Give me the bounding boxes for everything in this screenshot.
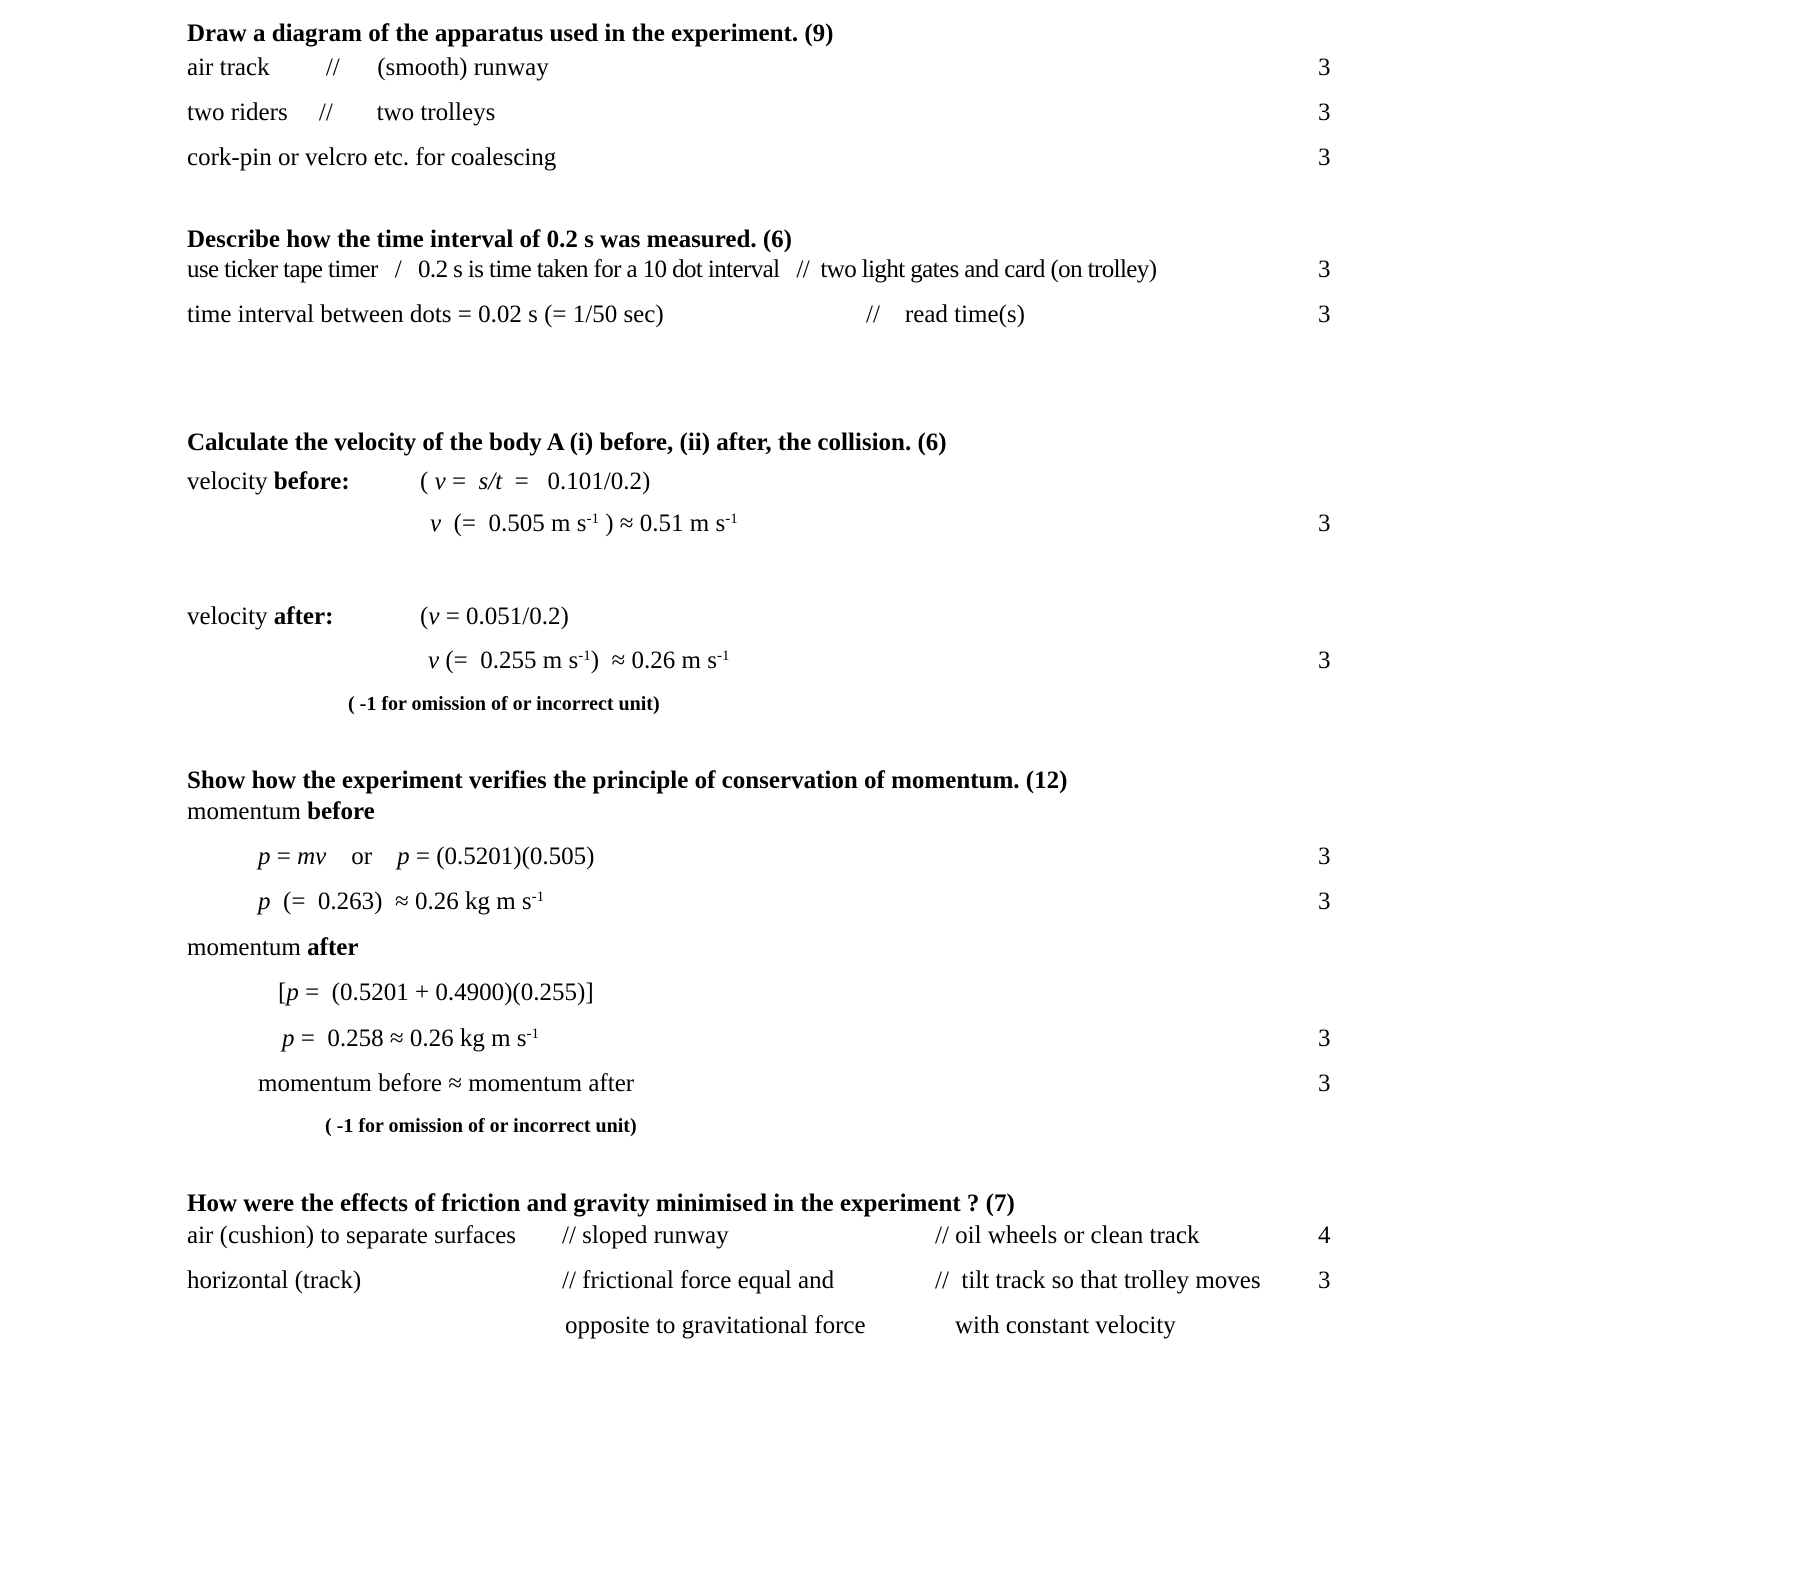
label-bold: before: [273,468,350,495]
q2-point-time-interval-mark: 3 [1318,301,1331,328]
q1-point-two-riders: two riders // two trolleys [187,99,496,126]
superscript: -1 [725,511,738,527]
velocity-before-mark: 3 [1318,510,1331,537]
q5-row1-col1: air (cushion) to separate surfaces [187,1222,517,1249]
q4-unit-penalty-note: ( -1 for omission of or incorrect unit) [325,1115,637,1137]
q1-point-two-riders-mark: 3 [1318,99,1331,126]
label-bold: after [307,934,359,961]
var-s-over-t: s/t [478,468,503,495]
var-v: v [434,468,446,495]
text: (= 0.263) ≈ 0.26 kg m s [270,888,532,915]
momentum-after-formula [278,977,594,1008]
momentum-after-result-mark: 3 [1318,1025,1331,1052]
var-mv: mv [297,843,327,870]
velocity-before-result [430,508,738,539]
q4-heading: Show how the experiment verifies the principle of conservation of momentum. (12) [187,767,1068,794]
q2-point-ticker-tape-mark: 3 [1318,256,1331,283]
momentum-before-result-mark: 3 [1318,888,1331,915]
velocity-after-label [187,601,333,632]
q5-row3-col2: opposite to gravitational force [565,1312,866,1339]
var-v: v [428,603,440,630]
q5-row1-col3: // oil wheels or clean track [935,1222,1200,1249]
text: = (0.5201 + 0.4900)(0.255)] [298,979,594,1006]
q5-row3-col3: with constant velocity [955,1312,1176,1339]
text: = (0.5201)(0.505) [409,843,595,870]
text: = [445,468,479,495]
text: = 0.051/0.2) [439,603,569,630]
text: (= 0.505 m s [441,510,587,537]
q2-point-read-time: // read time(s) [866,301,1025,328]
q1-point-air-track: air track // (smooth) runway [187,54,549,81]
momentum-before-result [258,886,544,917]
q1-point-cork-pin: cork-pin or velcro etc. for coalescing [187,144,557,171]
q5-row2-col1: horizontal (track) [187,1267,362,1294]
text: ( [420,603,429,630]
label-text: momentum [187,798,308,825]
text: (= 0.255 m s [439,647,579,674]
superscript: -1 [531,889,545,905]
velocity-before-label [187,466,350,497]
text: or [326,843,398,870]
velocity-before-formula [420,466,650,497]
momentum-after-result [282,1023,539,1054]
superscript: -1 [586,511,599,527]
momentum-comparison: momentum before ≈ momentum after [258,1070,635,1097]
momentum-formula-line [258,841,595,872]
superscript: -1 [716,648,730,664]
q2-point-ticker-tape: use ticker tape timer / 0.2 s is time taken for a 10 dot interval // two light gates and card (on trolley) [187,256,1157,283]
text: [ [278,979,287,1006]
label-text: velocity [187,468,274,495]
text: = [270,843,298,870]
text: = 0.258 ≈ 0.26 kg m s [294,1025,527,1052]
q5-heading: How were the effects of friction and gravity minimised in the experiment ? (7) [187,1190,1015,1217]
q5-row2-col2: // frictional force equal and [562,1267,835,1294]
label-bold: before [307,798,375,825]
momentum-after-label [187,932,358,963]
text: = 0.101/0.2) [502,468,651,495]
q5-row1-col2: // sloped runway [562,1222,729,1249]
momentum-before-label [187,796,375,827]
text: ) ≈ 0.26 m s [590,647,717,674]
momentum-formula-mark: 3 [1318,843,1331,870]
var-p: p [282,1025,295,1052]
q5-row2-col3: // tilt track so that trolley moves [935,1267,1261,1294]
q3-unit-penalty-note: ( -1 for omission of or incorrect unit) [348,693,660,715]
var-p: p [258,888,271,915]
var-p: p [258,843,271,870]
q2-point-time-interval: time interval between dots = 0.02 s (= 1/50 sec) [187,301,664,328]
q1-point-cork-pin-mark: 3 [1318,144,1331,171]
momentum-comparison-mark: 3 [1318,1070,1331,1097]
q1-point-air-track-mark: 3 [1318,54,1331,81]
q5-row2-mark: 3 [1318,1267,1331,1294]
q1-heading: Draw a diagram of the apparatus used in the experiment. (9) [187,20,834,47]
q3-heading: Calculate the velocity of the body A (i) before, (ii) after, the collision. (6) [187,429,947,456]
label-text: velocity [187,603,274,630]
var-v: v [430,510,442,537]
velocity-after-formula [420,601,569,632]
text: ( [420,468,435,495]
q2-heading: Describe how the time interval of 0.2 s was measured. (6) [187,226,792,253]
superscript: -1 [578,648,591,664]
var-p: p [397,843,410,870]
var-p: p [286,979,299,1006]
q5-row1-mark: 4 [1318,1222,1331,1249]
var-v: v [428,647,440,674]
label-bold: after: [273,603,334,630]
superscript: -1 [526,1026,539,1042]
velocity-after-result [428,645,729,676]
text: ) ≈ 0.51 m s [598,510,726,537]
velocity-after-mark: 3 [1318,647,1331,674]
label-text: momentum [187,934,308,961]
